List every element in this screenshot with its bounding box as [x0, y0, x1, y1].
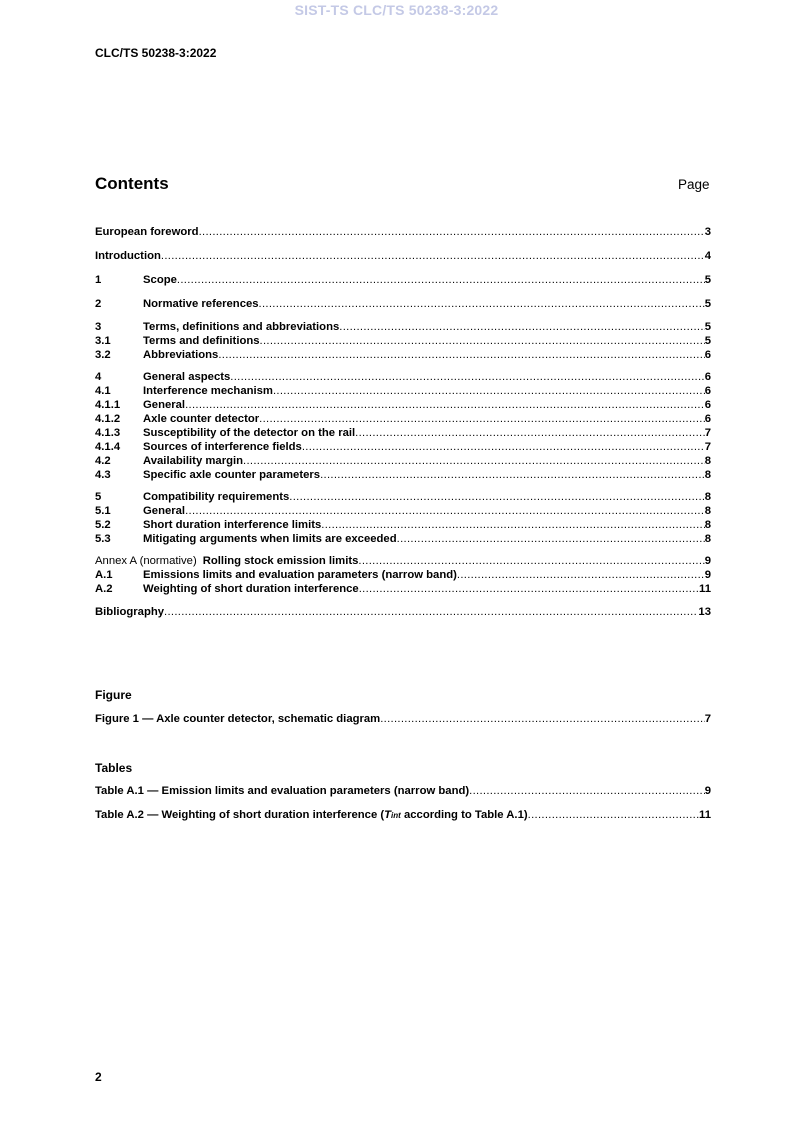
toc-entry-number: 4.1.4: [95, 441, 121, 453]
toc-group-introduction: [95, 248, 711, 264]
toc-entry-title: Compatibility requirements: [143, 491, 290, 503]
toc-entry-page: 6: [704, 399, 711, 411]
leader-dots: [457, 568, 705, 582]
toc-entry-title: Sources of interference fields: [143, 441, 302, 453]
toc-group-annex-a: [95, 554, 711, 596]
toc-entry-title: Terms and definitions: [143, 335, 260, 347]
leader-dots: [273, 384, 705, 398]
toc-entry-number: 5.2: [95, 519, 111, 531]
toc-entry-title: Figure 1 — Axle counter detector, schematic diagram: [95, 713, 381, 725]
toc-entry-page: 7: [704, 427, 711, 439]
toc-entry-general[interactable]: [95, 398, 711, 412]
toc-entry-number: 3.1: [95, 335, 111, 347]
toc-entry-title: General aspects: [143, 371, 231, 383]
toc-entry-normative-references[interactable]: [95, 296, 711, 312]
toc-entry-number: A.2: [95, 583, 113, 595]
toc-entry-page: 7: [704, 713, 711, 725]
toc-entry-title: Abbreviations: [143, 349, 219, 361]
toc-entry-axle-counter-detector[interactable]: [95, 412, 711, 426]
toc-entry-title: Specific axle counter parameters: [143, 469, 321, 481]
page-column-label: Page: [678, 177, 710, 192]
leader-dots: [218, 348, 704, 362]
toc-entry-title: Normative references: [143, 298, 259, 310]
toc-entry-page: 5: [704, 321, 711, 333]
toc-entry-number: A.1: [95, 569, 113, 581]
toc-entry-page: 9: [704, 785, 711, 797]
toc-entry-number: 2: [95, 298, 102, 310]
toc-entry-bibliography[interactable]: [95, 604, 711, 620]
toc-group-terms: [95, 320, 711, 362]
toc-entry-number: 3.2: [95, 349, 111, 361]
toc-entry-title: Table A.1 — Emission limits and evaluation parameters (narrow band): [95, 785, 470, 797]
figures-heading: Figure: [95, 688, 132, 702]
toc-entry-number: 4.1: [95, 385, 111, 397]
toc-entry-number: 4.2: [95, 455, 111, 467]
toc-entry-page: 8: [704, 469, 711, 481]
toc-entry-title: Interference mechanism: [143, 385, 273, 397]
toc-entry-page: 7: [704, 441, 711, 453]
title-suffix: according to Table A.1): [400, 809, 528, 821]
leader-dots: [243, 454, 705, 468]
toc-entry-page: 6: [704, 349, 711, 361]
toc-entry-number: 5.1: [95, 505, 111, 517]
leader-dots: [528, 803, 699, 827]
toc-entry-compatibility-requirements[interactable]: [95, 490, 711, 504]
toc-entry-susceptibility[interactable]: [95, 426, 711, 440]
toc-entry-page: 13: [698, 606, 711, 618]
toc-entry-axle-counter-parameters[interactable]: [95, 468, 711, 482]
leader-dots: [355, 426, 705, 440]
toc-entry-terms[interactable]: [95, 320, 711, 334]
figures-list: [95, 707, 711, 731]
leader-dots: [302, 440, 705, 454]
toc-entry-title: Axle counter detector: [143, 413, 260, 425]
toc-entry-table-a2[interactable]: [95, 803, 711, 827]
toc-entry-mitigating-arguments[interactable]: [95, 532, 711, 546]
variable-t: T: [384, 809, 392, 821]
leader-dots: [359, 582, 699, 596]
toc-entry-title: Rolling stock emission limits: [202, 555, 359, 567]
toc-entry-title: Bibliography: [95, 606, 165, 618]
leader-dots: [469, 779, 705, 803]
toc-entry-number: 4.3: [95, 469, 111, 481]
toc-entry-short-duration-limits[interactable]: [95, 518, 711, 532]
toc-entry-page: 3: [704, 226, 711, 238]
toc-entry-title: Weighting of short duration interference: [143, 583, 359, 595]
toc-entry-page: 11: [699, 809, 711, 821]
leader-dots: [397, 532, 705, 546]
toc-group-normative: [95, 296, 711, 312]
toc-entry-page: 6: [704, 385, 711, 397]
page-number: 2: [95, 1070, 102, 1084]
toc-entry-title: Susceptibility of the detector on the rail: [143, 427, 356, 439]
leader-dots: [164, 604, 698, 620]
leader-dots: [230, 370, 704, 384]
leader-dots: [259, 412, 705, 426]
toc-entry-foreword[interactable]: [95, 224, 711, 240]
toc-group-general: [95, 370, 711, 482]
toc-entry-title: [95, 803, 528, 828]
contents-title: Contents: [95, 174, 169, 193]
toc-entry-page: 6: [704, 371, 711, 383]
toc-entry-title: Emissions limits and evaluation parameters (narrow band): [143, 569, 457, 581]
toc-entry-number: 4.1.1: [95, 399, 121, 411]
toc-entry-interference-mechanism[interactable]: [95, 384, 711, 398]
toc-entry-page: 6: [704, 413, 711, 425]
leader-dots: [320, 468, 705, 482]
watermark: SIST-TS CLC/TS 50238-3:2022: [294, 2, 499, 18]
leader-dots: [185, 398, 705, 412]
toc-entry-title: Introduction: [95, 250, 161, 262]
toc-entry-page: 8: [704, 455, 711, 467]
toc-entry-terms-definitions[interactable]: [95, 334, 711, 348]
toc-entry-title: Short duration interference limits: [143, 519, 322, 531]
toc-entry-annex-a2[interactable]: [95, 582, 711, 596]
toc-entry-abbreviations[interactable]: [95, 348, 711, 362]
toc-entry-page: 5: [704, 274, 711, 286]
tables-list: [95, 779, 711, 827]
leader-dots: [161, 248, 705, 264]
toc-entry-title: Scope: [143, 274, 177, 286]
toc-entry-page: 9: [704, 569, 711, 581]
toc-entry-title: European foreword: [95, 226, 199, 238]
toc-entry-introduction[interactable]: [95, 248, 711, 264]
toc-entry-interference-sources[interactable]: [95, 440, 711, 454]
toc-entry-title: Availability margin: [143, 455, 244, 467]
toc-entry-annex-label: Annex A (normative): [95, 555, 197, 567]
toc-entry-page: 5: [704, 298, 711, 310]
leader-dots: [339, 320, 704, 334]
toc-group-scope: [95, 272, 711, 288]
leader-dots: [177, 272, 705, 288]
toc-entry-number: 5.3: [95, 533, 111, 545]
toc-entry-page: 8: [704, 491, 711, 503]
leader-dots: [259, 296, 705, 312]
toc-group-front: [95, 224, 711, 240]
toc-entry-page: 4: [704, 250, 711, 262]
toc-entry-number: 4: [95, 371, 102, 383]
toc-entry-page: 8: [704, 519, 711, 531]
toc-entry-figure-1[interactable]: [95, 707, 711, 731]
leader-dots: [260, 334, 705, 348]
toc-entry-number: 4.1.2: [95, 413, 121, 425]
leader-dots: [380, 707, 704, 731]
toc-entry-page: 9: [704, 555, 711, 567]
toc-entry-scope[interactable]: [95, 272, 711, 288]
toc-entry-title: Mitigating arguments when limits are exceeded: [143, 533, 397, 545]
toc-entry-compat-general[interactable]: [95, 504, 711, 518]
title-prefix: Table A.2 — Weighting of short duration interference (: [95, 809, 385, 821]
leader-dots: [358, 554, 704, 568]
toc-group-bibliography: [95, 604, 711, 620]
tables-heading: Tables: [95, 761, 133, 775]
toc-entry-number: 4.1.3: [95, 427, 121, 439]
toc-entry-availability-margin[interactable]: [95, 454, 711, 468]
toc-entry-title: General: [143, 505, 186, 517]
leader-dots: [185, 504, 705, 518]
variable-subscript: int: [391, 811, 401, 820]
leader-dots: [289, 490, 704, 504]
document-id: CLC/TS 50238-3:2022: [95, 46, 217, 60]
toc-entry-page: 8: [704, 533, 711, 545]
leader-dots: [321, 518, 704, 532]
toc-entry-number: 3: [95, 321, 102, 333]
toc-entry-number: 5: [95, 491, 102, 503]
toc-entry-number: 1: [95, 274, 102, 286]
toc-group-compatibility: [95, 490, 711, 546]
toc-entry-general-aspects[interactable]: [95, 370, 711, 384]
toc-entry-title: General: [143, 399, 186, 411]
toc-entry-page: 8: [704, 505, 711, 517]
toc-entry-annex-a[interactable]: [95, 554, 711, 568]
toc-entry-title: Terms, definitions and abbreviations: [143, 321, 340, 333]
toc-entry-annex-a1[interactable]: [95, 568, 711, 582]
toc-entry-page: 11: [699, 583, 711, 595]
toc-entry-page: 5: [704, 335, 711, 347]
leader-dots: [199, 224, 705, 240]
toc-entry-table-a1[interactable]: [95, 779, 711, 803]
table-of-contents: [95, 224, 711, 628]
